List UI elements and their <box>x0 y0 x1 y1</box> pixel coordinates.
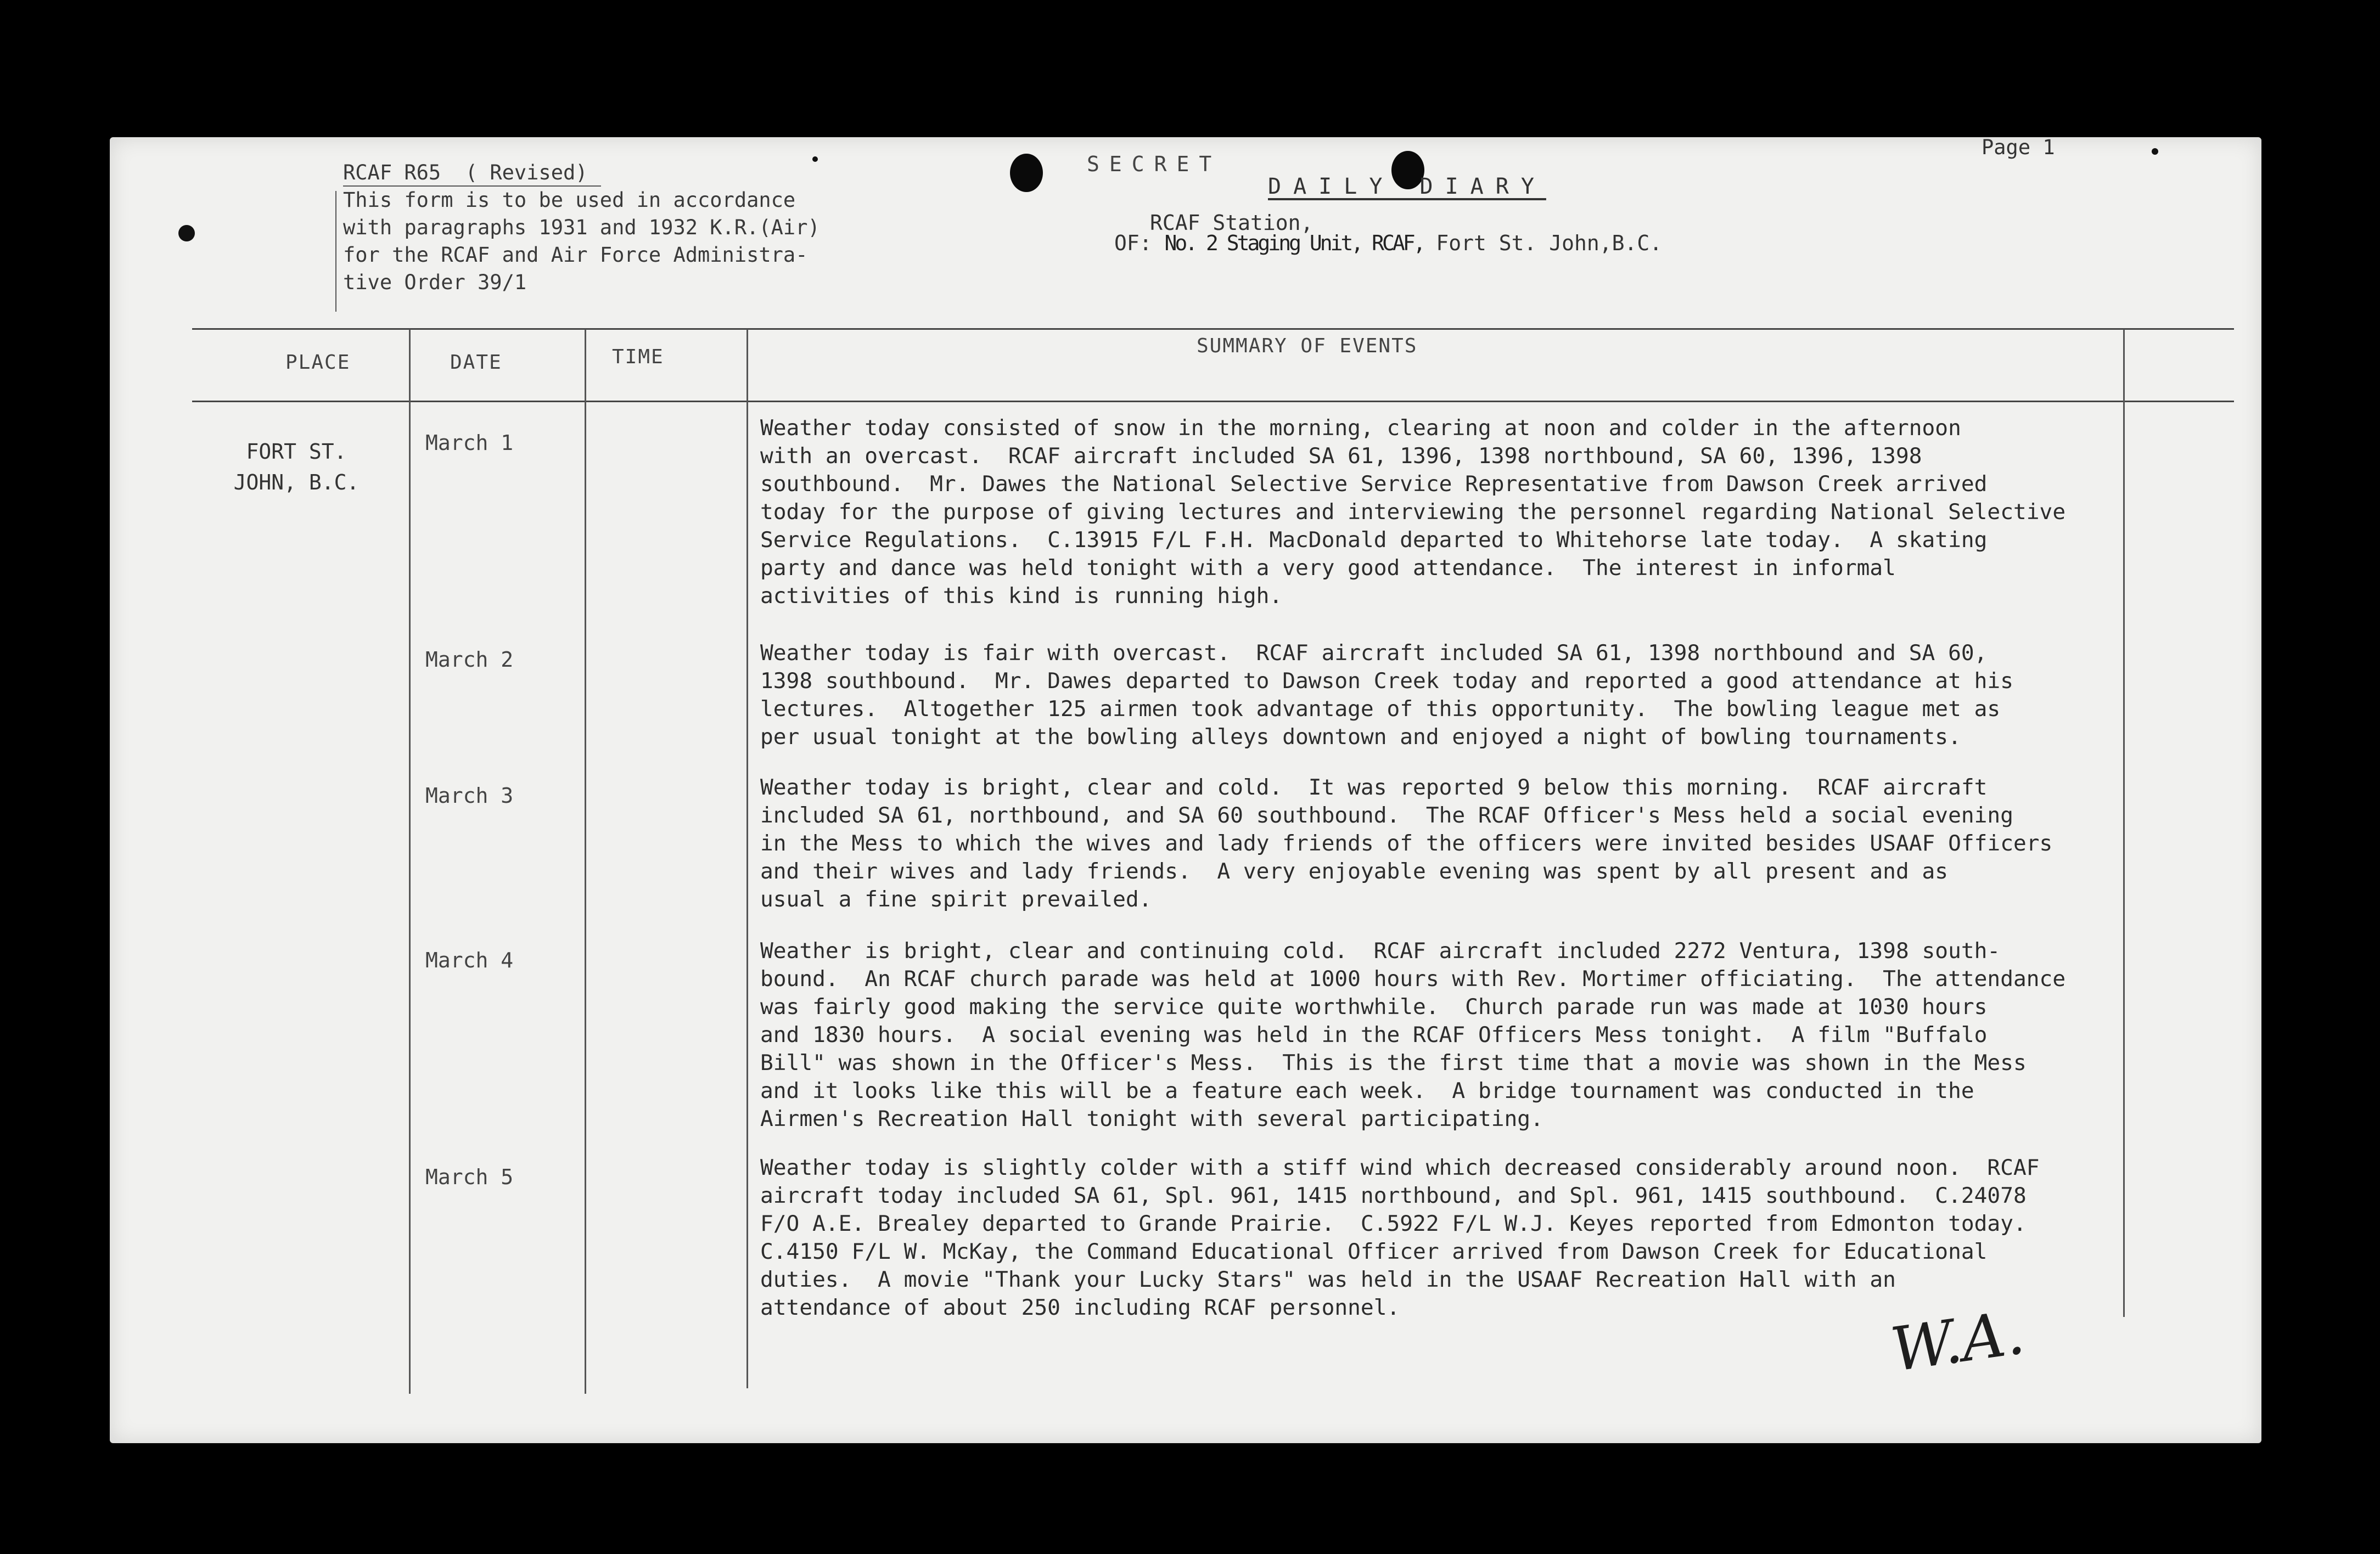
ink-speck <box>2152 148 2158 155</box>
entry-date: March 5 <box>425 1165 514 1189</box>
form-number-line <box>343 159 820 187</box>
entry-date: March 1 <box>425 431 514 455</box>
diary-title: DAILY DIARY <box>1268 174 1546 199</box>
entry-summary <box>760 937 2143 1133</box>
summary-line: Weather today is bright, clear and cold. It was reported 9 below this morning. RCAF aircraft <box>760 775 1988 800</box>
table-header-rule <box>192 401 2234 402</box>
instruction-line: for the RCAF and Air Force Administra- <box>343 243 808 267</box>
summary-line: southbound. Mr. Dawes the National Selective Service Representative from Dawson Creek arrived <box>760 471 1988 497</box>
column-header-date: DATE <box>450 351 502 374</box>
entry-summary <box>760 774 2143 914</box>
instruction-line: This form is to be used in accordance <box>343 188 796 212</box>
summary-line: Weather today consisted of snow in the morning, clearing at noon and colder in the afternoon <box>760 415 1961 441</box>
unit-line <box>1114 233 1662 254</box>
page-number: Page 1 <box>1982 137 2055 159</box>
handwritten-initials: W.A. <box>1887 1297 2029 1386</box>
summary-line: Weather today is fair with overcast. RCAF aircraft included SA 61, 1398 northbound and SA 60, <box>760 640 1988 666</box>
summary-line: activities of this kind is running high. <box>760 583 1283 609</box>
summary-line: and their wives and lady friends. A very enjoyable evening was spent by all present and as <box>760 859 1949 884</box>
summary-line: Airmen's Recreation Hall tonight with several participating. <box>760 1106 1543 1131</box>
of-prefix: OF: <box>1114 231 1152 255</box>
summary-line: per usual tonight at the bowling alleys downtown and enjoyed a night of bowling tournaments. <box>760 724 1961 750</box>
form-instructions-rule <box>335 191 336 312</box>
entry-date: March 3 <box>425 784 514 808</box>
entry-date: March 2 <box>425 648 514 672</box>
column-header-place: PLACE <box>285 351 351 374</box>
summary-line: party and dance was held tonight with a very good attendance. The interest in informal <box>760 555 1896 581</box>
column-header-time: TIME <box>612 346 664 368</box>
entry-date: March 4 <box>425 948 514 972</box>
summary-line: Service Regulations. C.13915 F/L F.H. MacDonald departed to Whitehorse late today. A skating <box>760 527 1988 553</box>
entry-summary <box>760 1154 2143 1322</box>
summary-line: in the Mess to which the wives and lady friends of the officers were invited besides USAAF Officers <box>760 831 2053 856</box>
place-cell <box>233 436 360 498</box>
summary-line: was fairly good making the service quite worthwhile. Church parade run was made at 1030 hours <box>760 994 1988 1020</box>
summary-line: included SA 61, northbound, and SA 60 southbound. The RCAF Officer's Mess held a social evening <box>760 803 2013 828</box>
column-divider-date <box>585 329 586 1394</box>
instruction-line: tive Order 39/1 <box>343 271 527 294</box>
summary-line: F/O A.E. Brealey departed to Grande Prairie. C.5922 F/L W.J. Keyes reported from Edmonton today. <box>760 1211 2027 1236</box>
summary-line: 1398 southbound. Mr. Dawes departed to Dawson Creek today and reported a good attendance at his <box>760 668 2013 694</box>
summary-line: duties. A movie "Thank your Lucky Stars" was held in the USAAF Recreation Hall with an <box>760 1267 1896 1292</box>
station-location: Fort St. John,B.C. <box>1436 231 1663 255</box>
form-number: RCAF R65 <box>343 161 441 184</box>
struck-unit-name: No. 2 Staging Unit, RCAF, <box>1164 231 1424 255</box>
place-line: FORT ST. <box>246 440 347 464</box>
punch-hole-left <box>1010 154 1043 192</box>
summary-line: Bill" was shown in the Officer's Mess. This is the first time that a movie was shown in the Mess <box>760 1050 2027 1076</box>
column-header-summary: SUMMARY OF EVENTS <box>1197 335 1418 357</box>
station-label: RCAF Station, <box>1150 211 1314 235</box>
form-revised: ( Revised) <box>465 161 588 184</box>
instruction-line: with paragraphs 1931 and 1932 K.R.(Air) <box>343 216 820 239</box>
form-number-underline <box>343 185 601 187</box>
table-top-rule <box>192 328 2234 330</box>
column-divider-place <box>409 329 411 1394</box>
summary-line: with an overcast. RCAF aircraft included SA 61, 1396, 1398 northbound, SA 60, 1396, 1398 <box>760 443 1922 469</box>
diary-sheet <box>110 137 2261 1443</box>
summary-line: and it looks like this will be a feature each week. A bridge tournament was conducted in the <box>760 1078 1974 1103</box>
summary-line: lectures. Altogether 125 airmen took advantage of this opportunity. The bowling league met as <box>760 696 2001 722</box>
summary-line: bound. An RCAF church parade was held at 1000 hours with Rev. Mortimer officiating. The attendance <box>760 966 2066 992</box>
summary-line: usual a fine spirit prevailed. <box>760 887 1152 912</box>
form-instructions <box>343 159 820 296</box>
entry-summary <box>760 414 2143 610</box>
summary-line: C.4150 F/L W. McKay, the Command Educational Officer arrived from Dawson Creek for Educational <box>760 1239 1988 1264</box>
summary-line: aircraft today included SA 61, Spl. 961, 1415 northbound, and Spl. 961, 1415 southbound. C.24078 <box>760 1183 2027 1208</box>
ink-speck <box>178 225 195 241</box>
summary-line: Weather today is slightly colder with a stiff wind which decreased considerably around noon. RCAF <box>760 1155 2040 1180</box>
column-divider-time <box>746 329 748 1388</box>
place-line: JOHN, B.C. <box>233 470 360 494</box>
classification-label: SECRET <box>1087 152 1222 176</box>
summary-line: attendance of about 250 including RCAF personnel. <box>760 1295 1400 1320</box>
summary-line: Weather is bright, clear and continuing cold. RCAF aircraft included 2272 Ventura, 1398 south- <box>760 938 2001 964</box>
summary-line: and 1830 hours. A social evening was held in the RCAF Officers Mess tonight. A film "Buffalo <box>760 1022 1988 1048</box>
summary-line: today for the purpose of giving lectures and interviewing the personnel regarding National Selective <box>760 499 2066 525</box>
entry-summary <box>760 639 2143 751</box>
